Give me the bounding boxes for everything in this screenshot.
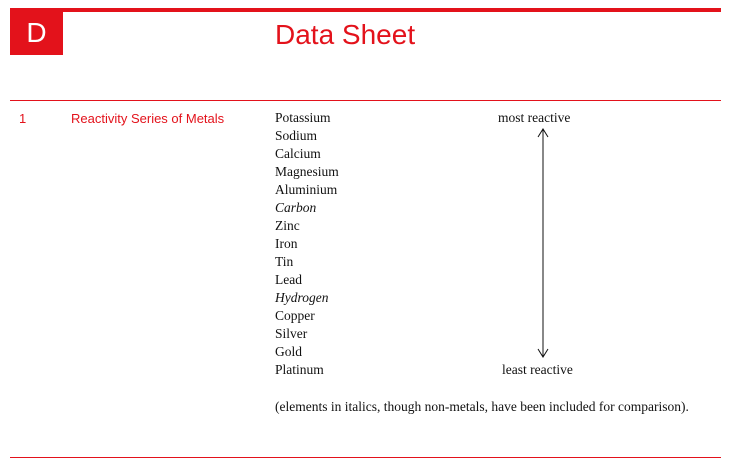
most-reactive-label: most reactive [498,110,571,125]
section-number: 1 [19,111,27,126]
double-headed-arrow-icon [535,127,551,359]
section-divider-bottom [10,457,721,458]
section-badge: D [10,12,63,55]
section-divider-top [10,100,721,101]
reactivity-item: Copper [275,308,315,323]
reactivity-item: Zinc [275,218,300,233]
reactivity-item: Silver [275,326,308,341]
reactivity-item: Magnesium [275,164,339,179]
reactivity-item: Hydrogen [275,290,329,305]
reactivity-list [275,109,339,379]
reactivity-item: Calcium [275,146,321,161]
reactivity-item: Sodium [275,128,318,143]
reactivity-item: Tin [275,254,294,269]
reactivity-item: Platinum [275,362,324,377]
reactivity-item: Carbon [275,200,317,215]
least-reactive-label: least reactive [502,362,573,377]
header-top-rule [10,8,721,12]
italics-note: (elements in italics, though non-metals, have been included for comparison). [275,399,689,414]
reactivity-item: Gold [275,344,302,359]
reactivity-item: Lead [275,272,302,287]
section-title: Reactivity Series of Metals [71,111,225,126]
reactivity-item: Potassium [275,110,331,125]
page-title: Data Sheet [275,19,416,50]
reactivity-item: Iron [275,236,298,251]
reactivity-item: Aluminium [275,182,338,197]
